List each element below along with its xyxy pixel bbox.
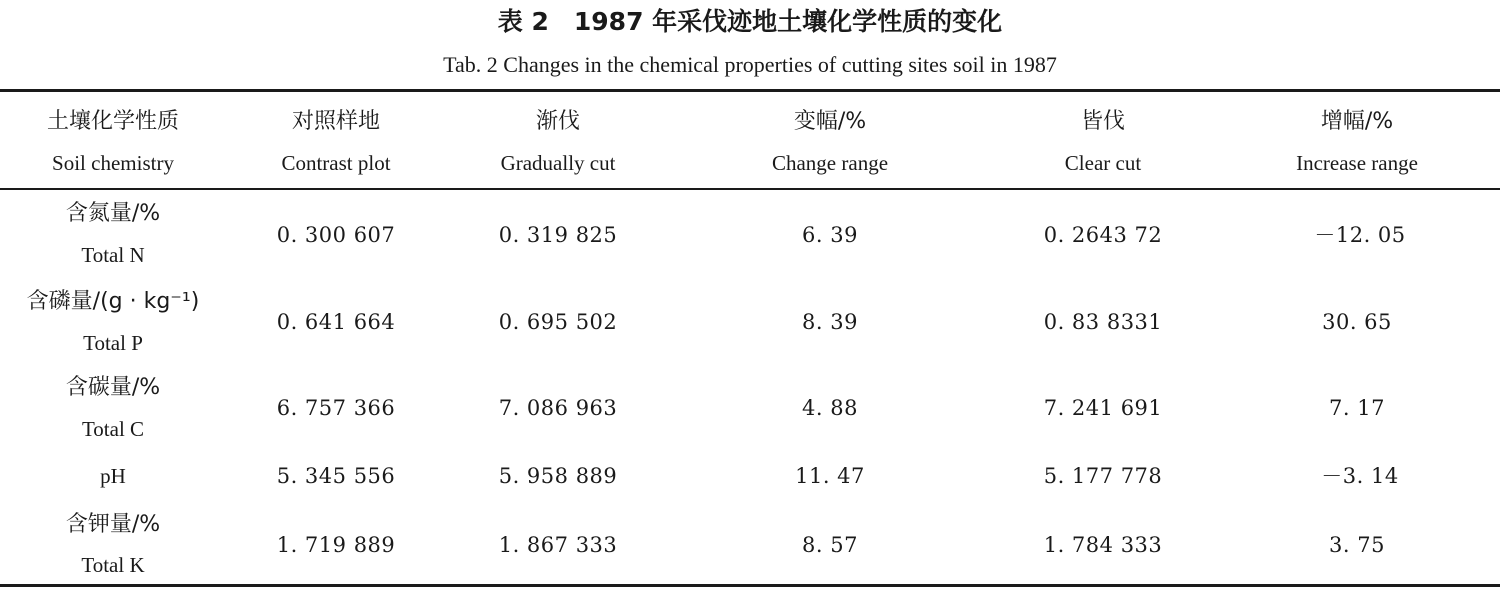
row-total-k-gradual: 1. 867 333 <box>498 533 618 557</box>
row-ph-change: 11. 47 <box>795 464 865 488</box>
row-total-c-change: 4. 88 <box>802 396 858 420</box>
row-total-c-increase: 7. 17 <box>1329 396 1385 420</box>
header-increase-range-en: Increase range <box>1296 151 1418 175</box>
row-total-p-change: 8. 39 <box>802 310 858 334</box>
row-total-c-label-en: Total C <box>81 417 145 441</box>
row-total-p-increase: 30. 65 <box>1322 310 1392 334</box>
header-soil-chemistry-en: Soil chemistry <box>52 151 174 175</box>
header-change-range-en: Change range <box>771 151 889 175</box>
row-total-n-change: 6. 39 <box>802 223 858 247</box>
row-total-k-change: 8. 57 <box>802 533 858 557</box>
header-gradually-cut-cn: 渐伐 <box>535 109 581 134</box>
header-change-range-cn: 变幅/% <box>793 109 867 134</box>
row-total-k-contrast: 1. 719 889 <box>276 533 396 557</box>
row-total-k-increase: 3. 75 <box>1329 533 1385 557</box>
table-header-rule <box>0 188 1500 190</box>
header-increase-range-cn: 增幅/% <box>1320 109 1394 134</box>
row-total-c-label-cn: 含碳量/% <box>65 375 161 400</box>
header-gradually-cut-en: Gradually cut <box>500 151 616 175</box>
row-total-c-contrast: 6. 757 366 <box>276 396 396 420</box>
row-total-n-clear: 0. 2643 72 <box>1043 223 1163 247</box>
row-ph-increase: －3. 14 <box>1321 464 1399 488</box>
row-total-n-contrast: 0. 300 607 <box>276 223 396 247</box>
row-total-c-clear: 7. 241 691 <box>1043 396 1163 420</box>
row-total-n-label-cn: 含氮量/% <box>65 201 161 226</box>
row-total-n-increase: －12. 05 <box>1314 223 1406 247</box>
header-contrast-plot-en: Contrast plot <box>281 151 391 175</box>
row-total-p-label-en: Total P <box>83 331 143 355</box>
table-bottom-rule <box>0 584 1500 587</box>
row-total-k-label-cn: 含钾量/% <box>65 512 161 537</box>
row-total-k-label-en: Total K <box>81 553 145 577</box>
header-clear-cut-en: Clear cut <box>1064 151 1142 175</box>
row-ph-gradual: 5. 958 889 <box>498 464 618 488</box>
row-total-n-gradual: 0. 319 825 <box>498 223 618 247</box>
row-total-p-label-cn: 含磷量/(g · kg⁻¹) <box>26 289 200 314</box>
row-total-c-gradual: 7. 086 963 <box>498 396 618 420</box>
row-total-p-clear: 0. 83 8331 <box>1043 310 1163 334</box>
row-ph-label-en: pH <box>100 464 126 488</box>
header-clear-cut-cn: 皆伐 <box>1080 109 1126 134</box>
table-title-chinese: 表 2 1987 年采伐迹地土壤化学性质的变化 <box>497 7 1003 36</box>
row-total-n-label-en: Total N <box>81 243 145 267</box>
table-top-rule <box>0 89 1500 92</box>
table-title-english: Tab. 2 Changes in the chemical properties of cutting sites soil in 1987 <box>443 52 1057 77</box>
row-total-p-contrast: 0. 641 664 <box>276 310 396 334</box>
row-total-k-clear: 1. 784 333 <box>1043 533 1163 557</box>
row-ph-contrast: 5. 345 556 <box>276 464 396 488</box>
row-total-p-gradual: 0. 695 502 <box>498 310 618 334</box>
header-contrast-plot-cn: 对照样地 <box>291 109 381 134</box>
row-ph-clear: 5. 177 778 <box>1043 464 1163 488</box>
header-soil-chemistry-cn: 土壤化学性质 <box>46 109 180 134</box>
